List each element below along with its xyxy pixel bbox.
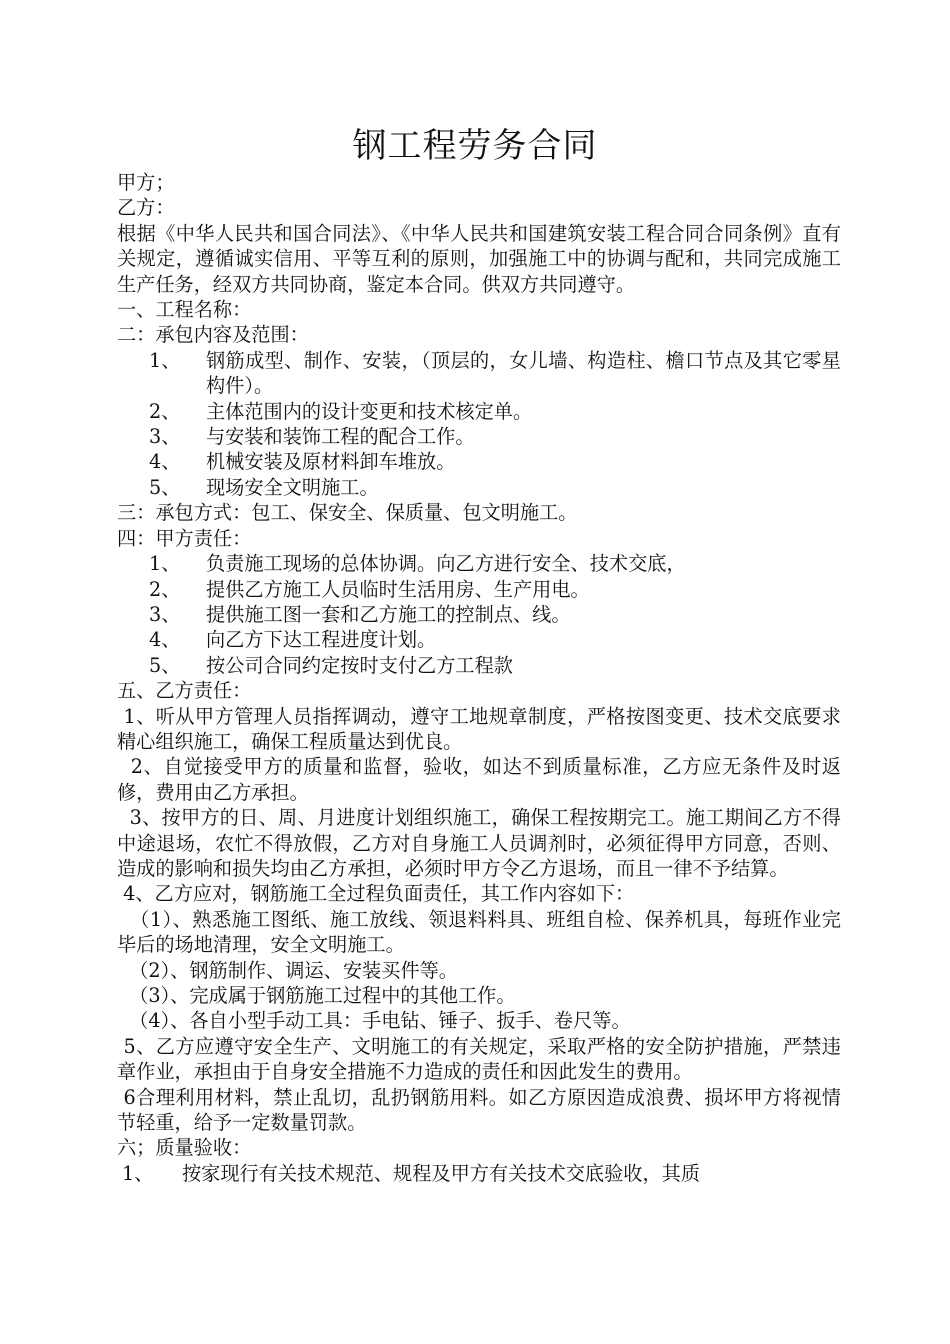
list-number: 5、 (149, 653, 181, 677)
section-2-heading: 二：承包内容及范围： (117, 323, 309, 347)
section-5-paragraph-1: 1、听从甲方管理人员指挥调动，遵守工地规章制度，严格按图变更、技术交底要求精心组织施工，确保工程质量达到优良。 (117, 704, 841, 753)
list-text: 负责施工现场的总体协调。向乙方进行安全、技术交底， (206, 552, 686, 576)
intro-paragraph: 根据《中华人民共和国合同法》、《中华人民共和国建筑安装工程合同合同条例》直有关规定，遵循诚实信用、平等互利的原则，加强施工中的协调与配和，共同完成施工生产任务，经双方共同协商，鉴定本合同。供双方共同遵守。 (117, 221, 841, 296)
list-number: 1、 (122, 1161, 154, 1185)
list-number: 4、 (149, 628, 181, 652)
list-text: 机械安装及原材料卸车堆放。 (206, 450, 456, 474)
list-item (117, 449, 841, 474)
list-item (117, 348, 841, 399)
section-6-heading: 六；质量验收： (117, 1136, 252, 1160)
list-item (117, 577, 841, 602)
section-5-paragraph-3: 3、按甲方的日、周、月进度计划组织施工，确保工程按期完工。施工期间乙方不得中途退场，农忙不得放假，乙方对自身施工人员调剂时，必须征得甲方同意，否则、造成的影响和损失均由乙方承担，必须时甲方令乙方退场，而且一律不予结算。 (117, 806, 841, 880)
section-5-paragraph-4: 4、乙方应对，钢筋施工全过程负面责任，其工作内容如下： (117, 882, 635, 906)
list-text: 按公司合同约定按时支付乙方工程款 (206, 653, 513, 677)
list-item (117, 653, 841, 678)
section-3-heading: 三：承包方式：包工、保安全、保质量、包文明施工。 (117, 501, 578, 525)
list-item (117, 551, 841, 576)
list-number: 2、 (149, 399, 181, 423)
section-5-subitem-4: （4）、各自小型手动工具：手电钻、锤子、扳手、卷尺等。 (117, 1009, 631, 1033)
list-text: 与安装和装饰工程的配合工作。 (206, 425, 475, 449)
list-text: 向乙方下达工程进度计划。 (206, 628, 437, 652)
list-item (117, 475, 841, 500)
list-number: 1、 (149, 552, 181, 576)
list-text: 现场安全文明施工。 (206, 475, 379, 499)
list-text: 提供乙方施工人员临时生活用房、生产用电。 (206, 577, 590, 601)
list-item (117, 1161, 841, 1186)
list-text: 按家现行有关技术规范、规程及甲方有关技术交底验收，其质 (182, 1161, 701, 1185)
list-item (117, 627, 841, 652)
section-5-subitem-3: （3）、完成属于钢筋施工过程中的其他工作。 (117, 984, 516, 1007)
list-text: 钢筋成型、制作、安装，（顶层的，女儿墙、构造柱、檐口节点及其它零星构件）。 (206, 348, 841, 398)
list-text: 主体范围内的设计变更和技术核定单。 (206, 399, 533, 423)
list-item (117, 602, 841, 627)
party-b-line: 乙方： (117, 196, 175, 220)
section-1-heading: 一、工程名称： (117, 298, 252, 322)
list-number: 4、 (149, 450, 181, 474)
page-title: 钢工程劳务合同 (352, 126, 598, 166)
list-number: 3、 (149, 602, 181, 626)
list-number: 5、 (149, 475, 181, 499)
section-5-paragraph-2: 2、自觉接受甲方的质量和监督，验收，如达不到质量标准，乙方应无条件及时返修，费用由乙方承担。 (117, 755, 841, 804)
list-text: 提供施工图一套和乙方施工的控制点、线。 (206, 602, 571, 626)
document-body (117, 170, 841, 1186)
list-number: 2、 (149, 577, 181, 601)
list-number: 3、 (149, 425, 181, 449)
section-5-paragraph-5: 5、乙方应遵守安全生产、文明施工的有关规定，采取严格的安全防护措施，严禁违章作业，承担由于自身安全措施不力造成的责任和因此发生的费用。 (117, 1034, 841, 1084)
list-item (117, 424, 841, 449)
list-item (117, 399, 841, 424)
section-5-paragraph-6: 6合理利用材料，禁止乱切，乱扔钢筋用料。如乙方原因造成浪费、损坏甲方将视情节轻重，给予一定数量罚款。 (117, 1085, 841, 1135)
list-number: 1、 (149, 348, 181, 372)
section-5-subitem-2: （2）、钢筋制作、调运、安装买件等。 (117, 958, 458, 982)
section-4-heading: 四：甲方责任： (117, 526, 252, 550)
section-5-heading: 五、乙方责任： (117, 679, 252, 703)
section-5-subitem-1: （1）、熟悉施工图纸、施工放线、领退料料具、班组自检、保养机具，每班作业完毕后的场地清理，安全文明施工。 (117, 907, 841, 957)
party-a-line: 甲方； (117, 171, 175, 194)
